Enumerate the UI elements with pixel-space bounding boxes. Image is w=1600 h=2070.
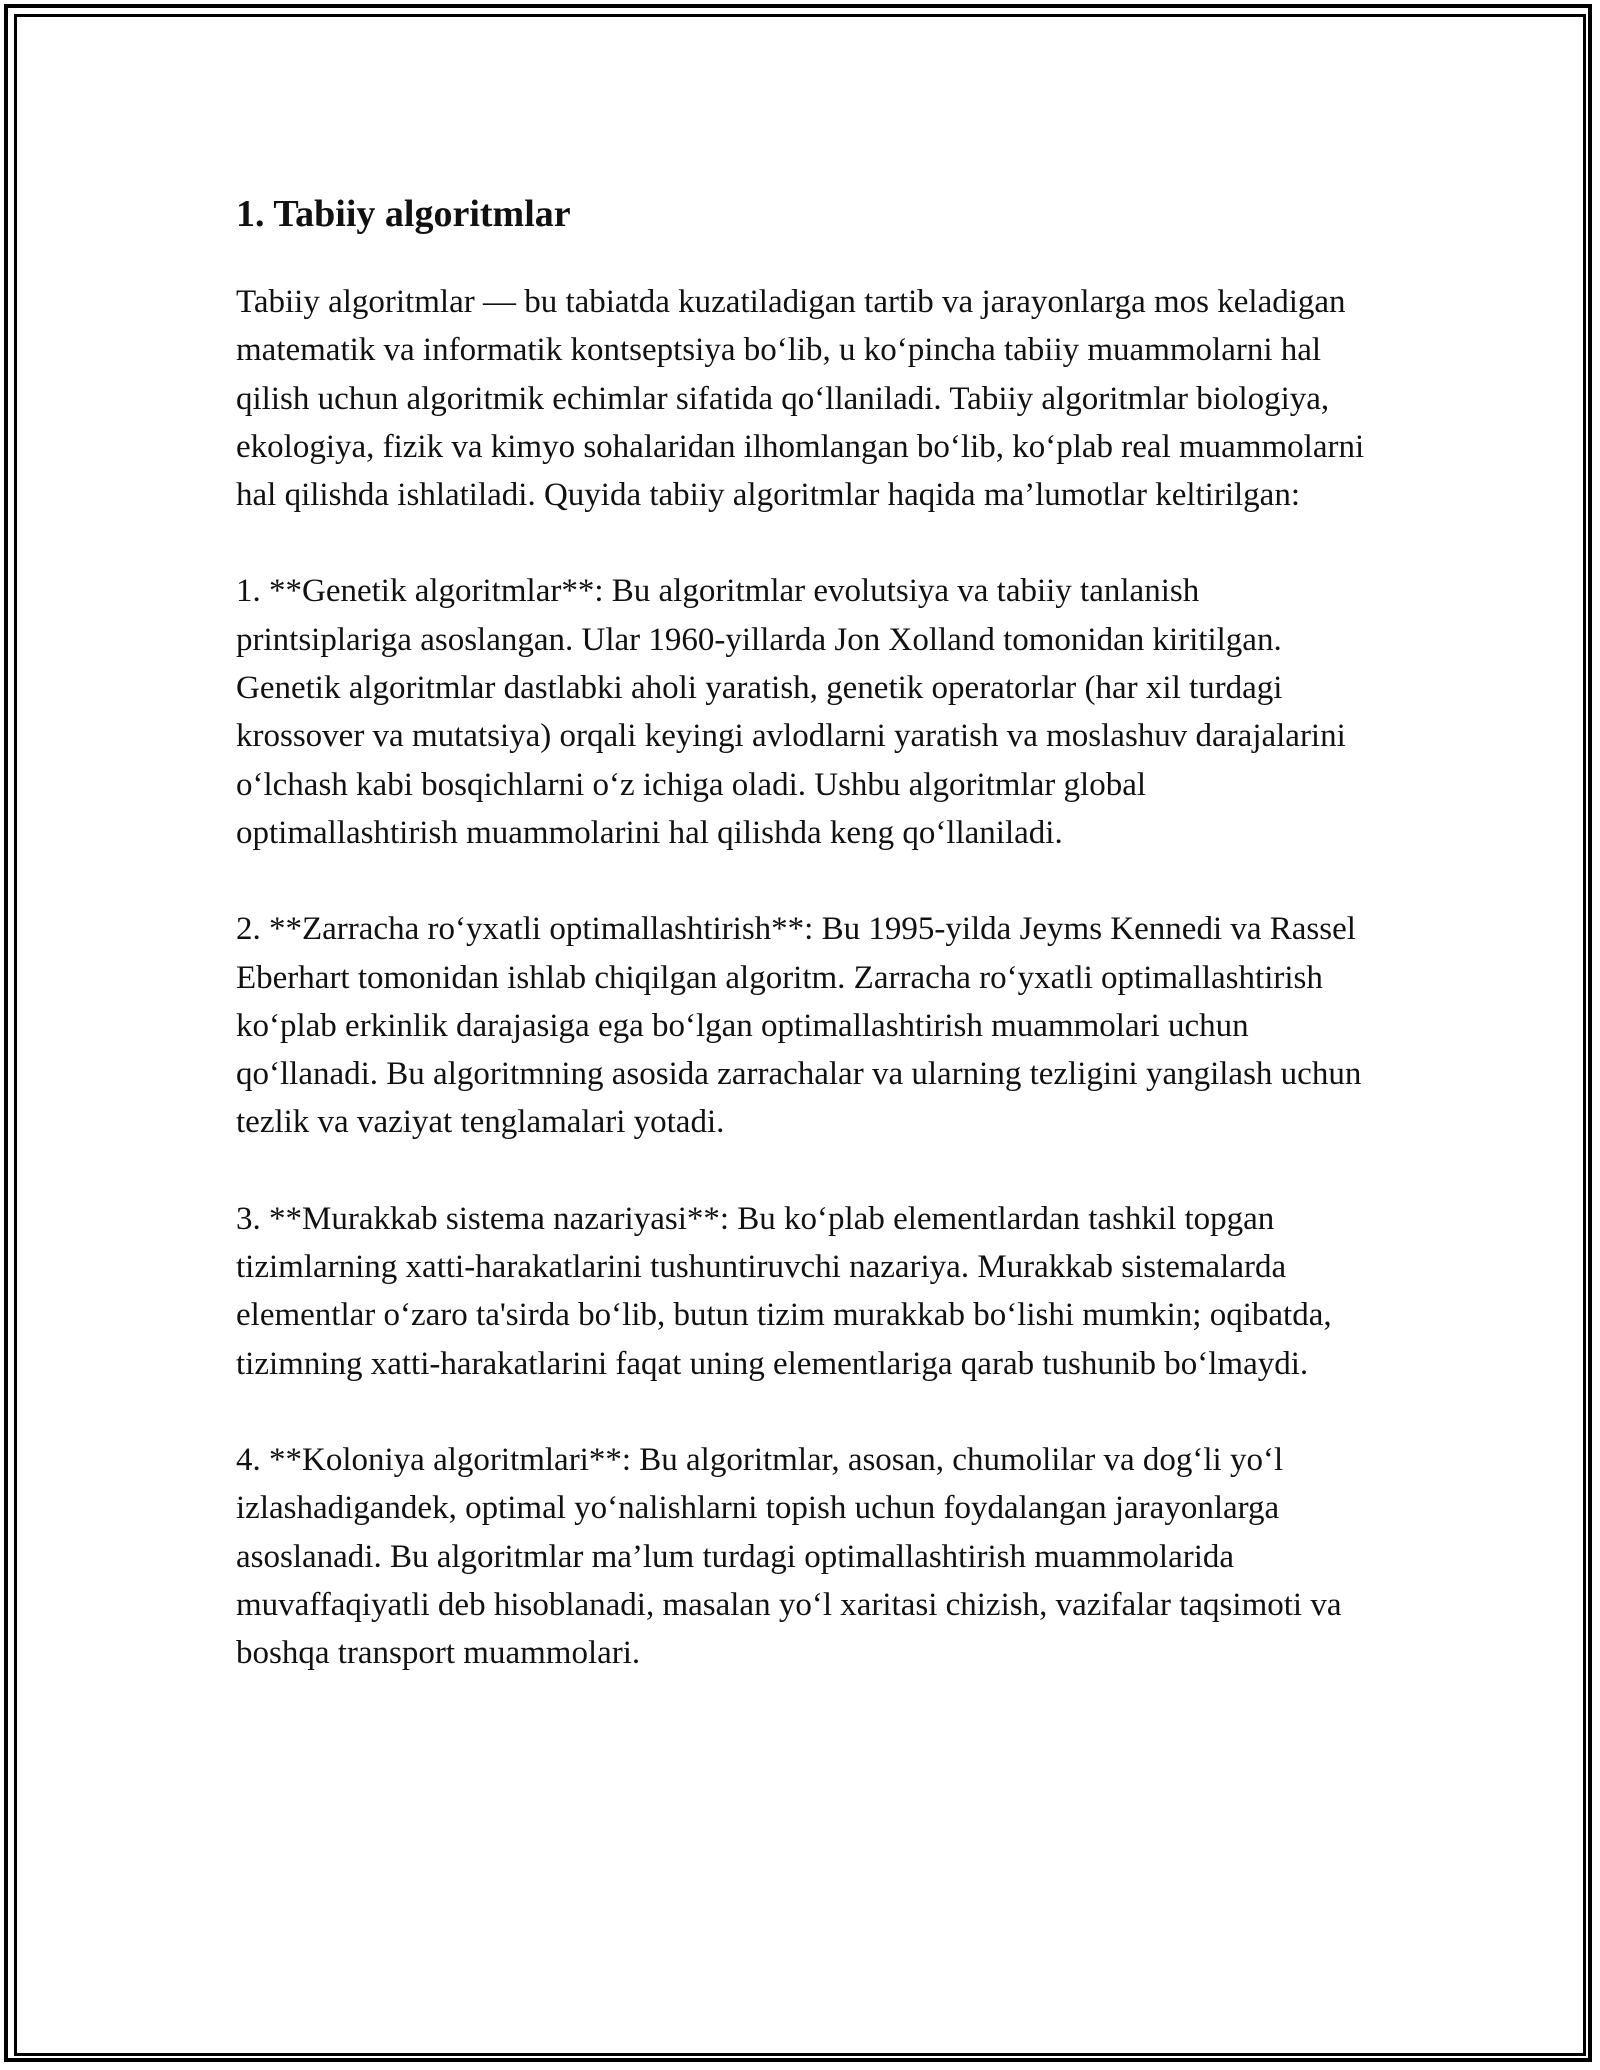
genetic-algorithms-paragraph: 1. **Genetik algoritmlar**: Bu algoritmlar evolutsiya va tabiiy tanlanish printsiplariga asoslangan. Ular 1960-yillarda Jon Xolland tomonidan kiritilgan. Genetik algoritmlar dastlabki aholi yaratish, genetik operatorlar (har xil turdagi krossover va mutatsiya) orqali keyingi avlodlarni yaratish va moslashuv darajalarini o‘lchash kabi bosqichlarni o‘z ichiga oladi. Ushbu algoritmlar global optimallashtirish muammolarini hal qilishda keng qo‘llaniladi. xyxy=(236,573,1355,851)
complex-systems-paragraph: 3. **Murakkab sistema nazariyasi**: Bu ko‘plab elementlardan tashkil topgan tizimlarning xatti-harakatlarini tushuntiruvchi nazariya. Murakkab sistemalarda elementlar o‘zaro ta'sirda bo‘lib, butun tizim murakkab bo‘lishi mumkin; oqibatda, tizimning xatti-harakatlarini faqat uning elementlariga qarab tushunib bo‘lmaydi. xyxy=(236,1200,1340,1382)
intro-paragraph: Tabiiy algoritmlar — bu tabiatda kuzatiladigan tartib va jarayonlarga mos keladigan matematik va informatik kontseptsiya bo‘lib, u ko‘pincha tabiiy muammolarni hal qilish uchun algoritmik echimlar sifatida qo‘llaniladi. Tabiiy algoritmlar biologiya, ekologiya, fizik va kimyo sohalaridan ilhomlangan bo‘lib, ko‘plab real muammolarni hal qilishda ishlatiladi. Quyida tabiiy algoritmlar haqida ma’lumotlar keltirilgan: xyxy=(236,284,1373,514)
colony-algorithms-paragraph: 4. **Koloniya algoritmlari**: Bu algoritmlar, asosan, chumolilar va dog‘li yo‘l izlashadigandek, optimal yo‘nalishlarni topish uchun foydalangan jarayonlarga asoslanadi. Bu algoritmlar ma’lum turdagi optimallashtirish muammolarida muvaffaqiyatli deb hisoblanadi, masalan yo‘l xaritasi chizish, vazifalar taqsimoti va boshqa transport muammolari. xyxy=(236,1441,1350,1672)
particle-swarm-paragraph: 2. **Zarracha ro‘yxatli optimallashtirish**: Bu 1995-yilda Jeyms Kennedi va Rassel Eberhart tomonidan ishlab chiqilgan algoritm. Zarracha ro‘yxatli optimallashtirish ko‘plab erkinlik darajasiga ega bo‘lgan optimallashtirish muammolari uchun qo‘llanadi. Bu algoritmning asosida zarrachalar va ularning tezligini yangilash uchun tezlik va vaziyat tenglamalari yotadi. xyxy=(236,911,1370,1141)
document-title: 1. Tabiiy algoritmlar xyxy=(236,193,571,235)
document-body xyxy=(236,186,1373,1677)
